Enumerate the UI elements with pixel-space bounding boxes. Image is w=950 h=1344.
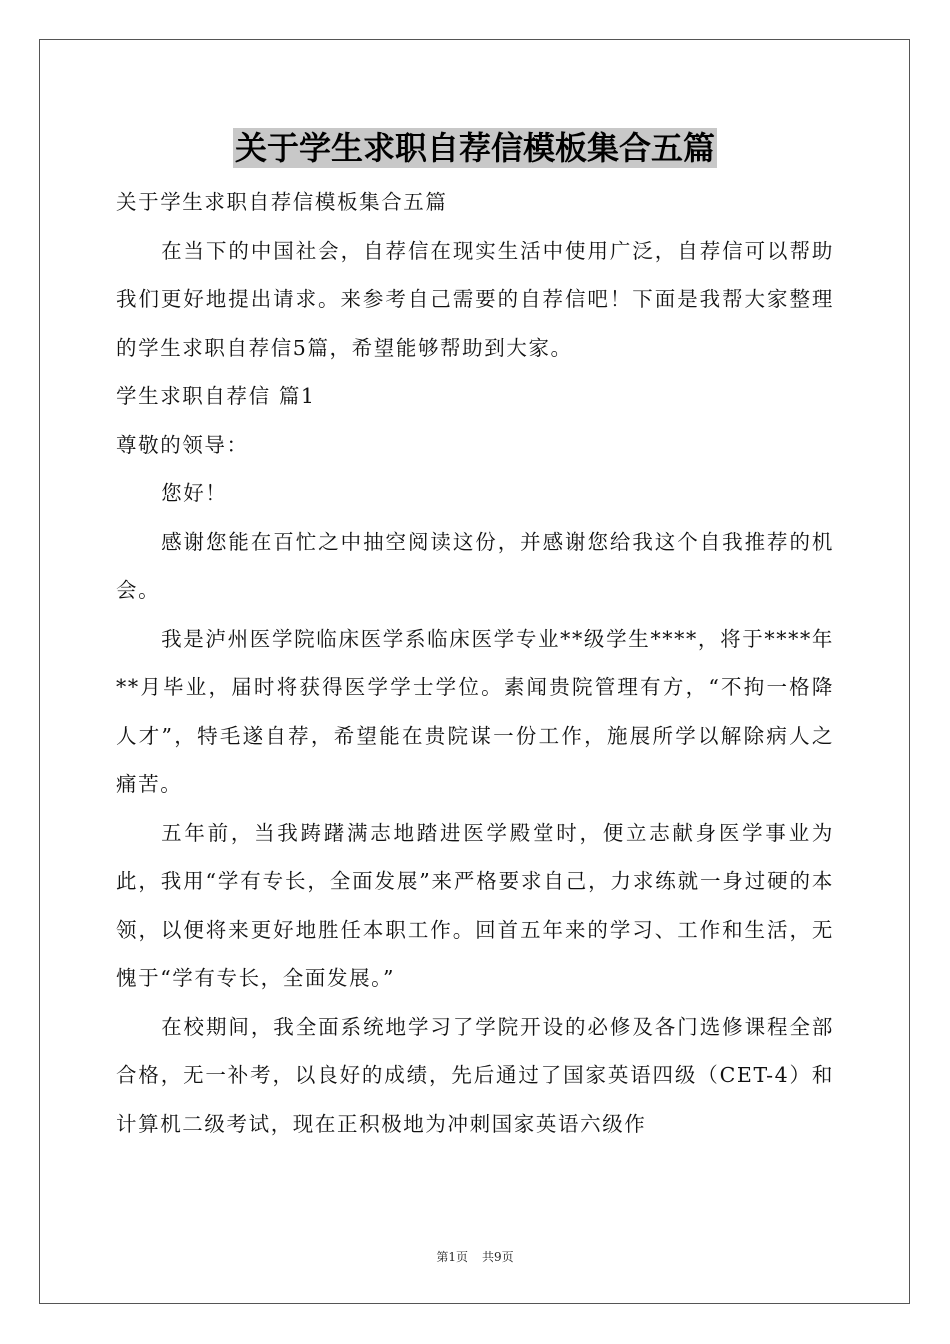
paragraph: 我是泸州医学院临床医学系临床医学专业**级学生****，将于****年**月毕业，届时将获得医学学士学位。素闻贵院管理有方，“不拘一格降人才”，特毛遂自荐，希望能在贵院谋一份工作，施展所学以解除病人之痛苦。 [116,626,834,796]
paragraph: 五年前，当我踌躇满志地踏进医学殿堂时，便立志献身医学事业为此，我用“学有专长，全面发展”来严格要求自己，力求练就一身过硬的本领，以便将来更好地胜任本职工作。回首五年来的学习、工作和生活，无愧于“学有专长，全面发展。” [116,820,834,990]
paragraph: 感谢您能在百忙之中抽空阅读这份，并感谢您给我这个自我推荐的机会。 [116,529,834,602]
page-total: 共9页 [482,1250,514,1264]
document-body [116,178,834,1148]
paragraph: 在校期间，我全面系统地学习了学院开设的必修及各门选修课程全部合格，无一补考，以良好的成绩，先后通过了国家英语四级（CET-4）和计算机二级考试，现在正积极地为冲刺国家英语六级作 [116,1014,834,1136]
page-number: 第1页 [436,1250,468,1264]
paragraph: 您好！ [161,481,228,505]
paragraph: 学生求职自荐信 篇1 [116,384,316,408]
paragraph: 在当下的中国社会，自荐信在现实生活中使用广泛，自荐信可以帮助我们更好地提出请求。来参考自己需要的自荐信吧！下面是我帮大家整理的学生求职自荐信5篇，希望能够帮助到大家。 [116,238,834,360]
document-title: 关于学生求职自荐信模板集合五篇 [234,129,715,167]
page-footer [0,1248,950,1265]
paragraph: 尊敬的领导： [116,432,249,457]
paragraph: 关于学生求职自荐信模板集合五篇 [116,190,448,214]
title-container [0,128,950,168]
